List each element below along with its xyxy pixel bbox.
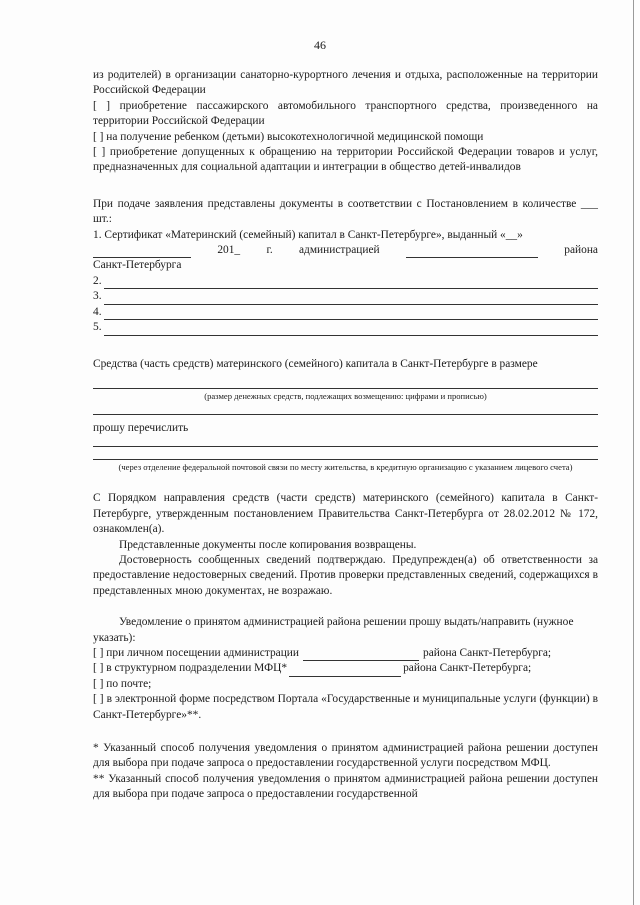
option-visit-suffix: района Санкт-Петербурга;	[423, 646, 552, 659]
document-body	[93, 68, 598, 803]
blank-line	[104, 323, 598, 336]
mfc-district-blank	[289, 664, 401, 677]
transfer-line-1	[93, 436, 598, 447]
option-visit-label: [ ] при личном посещении администрации	[93, 646, 299, 659]
certificate-g: г.	[266, 244, 273, 257]
footnote-single-star: * Указанный способ получения уведомления о принятом администрацией района решении доступен для выбора при подаче запроса о предоставлении государственной услуги посредством МФЦ.	[93, 742, 598, 770]
number-4: 4.	[93, 305, 102, 318]
number-2: 2.	[93, 274, 102, 287]
funds-text: Средства (часть средств) материнского (семейного) капитала в Санкт-Петербурге в размере	[93, 357, 538, 370]
option-mail: [ ] по почте;	[93, 677, 152, 690]
document-line-5	[93, 320, 598, 335]
footnote-double-star: ** Указанный способ получения уведомления о принятом администрацией района решении доступен для выбора при подаче запроса о предоставлении государственной	[93, 772, 598, 801]
document-line-2	[93, 274, 598, 289]
date-blank	[93, 245, 191, 258]
page-edge	[633, 0, 634, 905]
documents-returned: Представленные документы после копирования возвращены.	[119, 538, 417, 551]
option-visit	[93, 646, 598, 661]
document-line-3	[93, 289, 598, 304]
option-mfc-label: [ ] в структурном подразделении МФЦ*	[93, 662, 288, 675]
certificate-year: 201_	[217, 244, 241, 257]
option-medical: [ ] на получение ребенком (детьми) высокотехнологичной медицинской помощи	[93, 130, 484, 143]
number-5: 5.	[93, 321, 102, 334]
page-number: 46	[314, 38, 326, 52]
notification-intro: Уведомление о принятом администрацией района решении прошу выдать/направить (нужное указать):	[93, 616, 574, 644]
certificate-details-row	[93, 243, 598, 258]
option-mfc	[93, 661, 598, 676]
continuation-text: из родителей) в организации санаторно-курортного лечения и отдыха, расположенные на территории Российской Федерации	[93, 69, 598, 97]
certificate-city: Санкт-Петербурга	[93, 259, 182, 272]
transfer-line-2	[93, 447, 598, 460]
blank-line	[104, 292, 598, 305]
order-text: С Порядком направления средств (части средств) материнского (семейного) капитала в Санкт-Петербурге, утвержденным постановлением Правительства Санкт-Петербурга от 28.02.2012 № 172, ознакомлен(а).	[93, 492, 598, 536]
certificate-line: 1. Сертификат «Материнский (семейный) капитал в Санкт-Петербурге», выданный «__»	[93, 228, 523, 241]
option-vehicle: [ ] приобретение пассажирского автомобильного транспортного средства, произведенного на территории Российской Федерации	[93, 99, 598, 128]
transfer-text: прошу перечислить	[93, 421, 189, 434]
certificate-admin: администрацией	[299, 244, 380, 257]
number-3: 3.	[93, 290, 102, 303]
documents-intro: При подаче заявления представлены документы в соответствии с Постановлением в количестве ___ шт.:	[93, 197, 598, 226]
blank-line	[104, 307, 598, 320]
certificate-district: района	[564, 244, 598, 257]
document-line-4	[93, 305, 598, 320]
blank-line	[104, 276, 598, 289]
transfer-caption: (через отделение федеральной почтовой связи по месту жительства, в кредитную организацию с указанием лицевого счета)	[118, 462, 573, 473]
confirmation-text: Достоверность сообщенных сведений подтверждаю. Предупрежден(а) об ответственности за предоставление недостоверных сведений. Против проверки представленных сведений, содержащихся в представленных мною документах, не возражаю.	[93, 553, 598, 597]
option-portal: [ ] в электронной форме посредством Портала «Государственные и муниципальные услуги (функции) в Санкт-Петербурге»**.	[93, 693, 598, 721]
amount-caption: (размер денежных средств, подлежащих возмещению: цифрами и прописью)	[93, 388, 598, 402]
amount-line-2	[93, 402, 598, 415]
option-goods: [ ] приобретение допущенных к обращению на территории Российской Федерации товаров и услуг, предназначенных для социальной адаптации и интеграции в общество детей-инвалидов	[93, 146, 598, 174]
option-mfc-suffix: района Санкт-Петербурга;	[403, 662, 532, 675]
visit-district-blank	[303, 648, 419, 661]
district-blank	[406, 245, 538, 258]
